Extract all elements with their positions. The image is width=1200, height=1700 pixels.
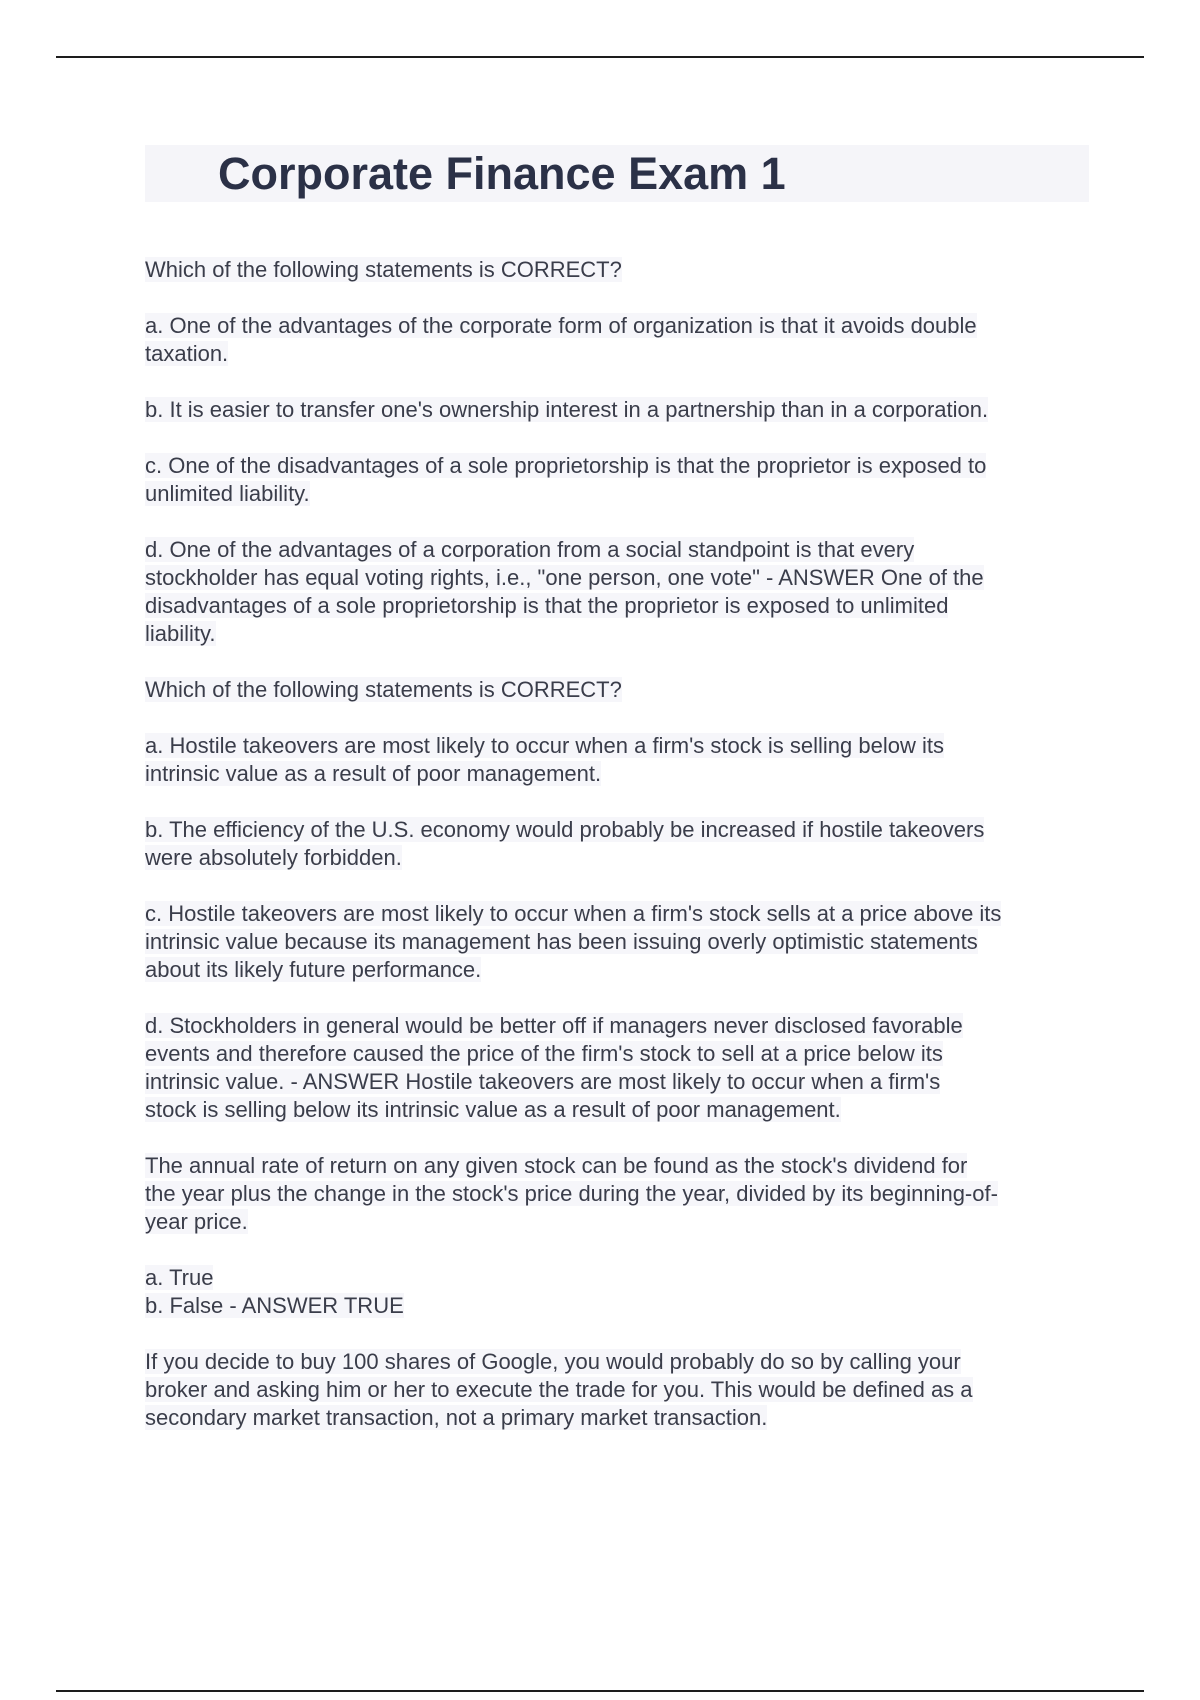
question-3-options-answer: a. True b. False - ANSWER TRUE: [145, 1265, 404, 1318]
question-2-prompt: Which of the following statements is CORRECT?: [145, 677, 622, 702]
top-rule: [56, 56, 1144, 58]
question-3-prompt: The annual rate of return on any given stock can be found as the stock's dividend for the year plus the change in the stock's price during the year, divided by its beginning-of- year price.: [145, 1153, 998, 1234]
question-2-option-d-answer: d. Stockholders in general would be better off if managers never disclosed favorable events and therefore caused the price of the firm's stock to sell at a price below its intrinsic value. - ANSWER Hostile takeovers are most likely to occur when a firm's stock is selling below its intrinsic value as a result of poor management.: [145, 1013, 963, 1122]
question-1-option-c: c. One of the disadvantages of a sole proprietorship is that the proprietor is exposed to unlimited liability.: [145, 453, 987, 506]
page-title: Corporate Finance Exam 1: [218, 148, 786, 199]
question-1-option-a: a. One of the advantages of the corporate form of organization is that it avoids double taxation.: [145, 313, 977, 366]
question-2-option-b: b. The efficiency of the U.S. economy would probably be increased if hostile takeovers were absolutely forbidden.: [145, 817, 985, 870]
document-body: [145, 256, 1095, 1460]
question-4-prompt: If you decide to buy 100 shares of Google, you would probably do so by calling your broker and asking him or her to execute the trade for you. This would be defined as a secondary market transaction, not a primary market transaction.: [145, 1349, 973, 1430]
question-2-option-c: c. Hostile takeovers are most likely to occur when a firm's stock sells at a price above its intrinsic value because its management has been issuing overly optimistic statements about its likely future performance.: [145, 901, 1002, 982]
question-2-option-a: a. Hostile takeovers are most likely to occur when a firm's stock is selling below its intrinsic value as a result of poor management.: [145, 733, 944, 786]
question-1-option-b: b. It is easier to transfer one's ownership interest in a partnership than in a corporation.: [145, 397, 989, 422]
question-1-option-d-answer: d. One of the advantages of a corporation from a social standpoint is that every stockholder has equal voting rights, i.e., "one person, one vote" - ANSWER One of the disadvantages of a sole proprietorship is that the proprietor is exposed to unlimited liability.: [145, 537, 984, 646]
bottom-rule: [56, 1690, 1144, 1692]
question-1-prompt: Which of the following statements is CORRECT?: [145, 257, 622, 282]
